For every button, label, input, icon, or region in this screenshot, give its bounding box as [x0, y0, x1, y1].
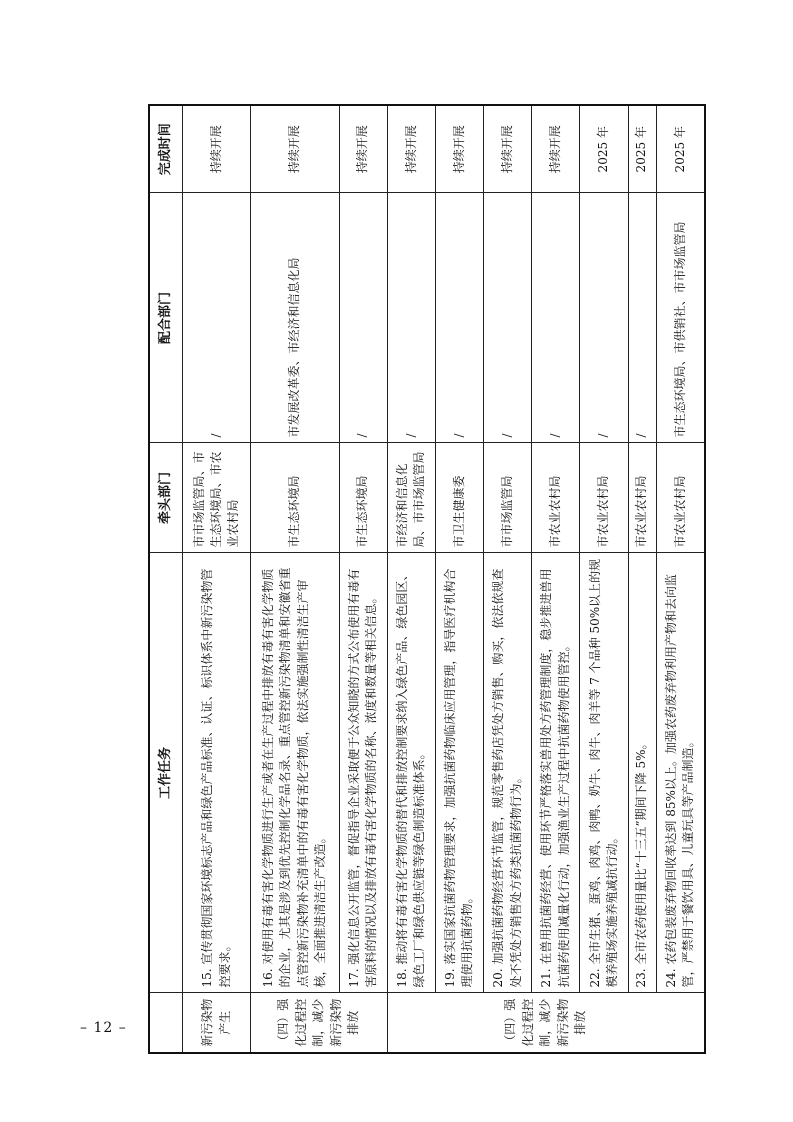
lead-dept-cell: 市生态环境局: [339, 443, 387, 553]
task-cell: 18. 推动将有毒有害化学物质的替代和排放控制要求纳入绿色产品、绿色园区、绿色工厂和绿色供应链等绿色制造标准体系。: [387, 553, 435, 993]
lead-dept-cell: 市市场监管局: [484, 443, 532, 553]
time-cell: 持续开展: [532, 105, 580, 193]
header-completion-time: 完成时间: [149, 105, 183, 193]
category-cell: （四）强化过程控制，减少新污染物排放: [387, 993, 705, 1053]
table-row: [435, 105, 483, 1053]
coop-dept-cell: 市发展改革委、市经济和信息化局: [251, 193, 339, 443]
task-cell: 19. 落实国家抗菌药物管理要求，加强抗菌药物临床应用管理，指导医疗机构合理使用抗菌药物。: [435, 553, 483, 993]
header-lead-dept: 牵头部门: [149, 443, 183, 553]
time-cell: 2025 年: [628, 105, 656, 193]
table-row: [484, 105, 532, 1053]
task-cell: 15. 宣传贯彻国家环境标志产品和绿色产品标准、认证、标识体系中新污染物管控要求。: [183, 553, 251, 993]
task-cell: 22. 全市生猪、蛋鸡、肉鸡、肉鸭、奶牛、肉牛、肉羊等 7 个品种 50%以上的规模养殖场实施养殖减抗行动。: [580, 553, 628, 993]
page-number: – 12 –: [80, 1020, 127, 1036]
header-category: [149, 993, 183, 1053]
time-cell: 2025 年: [580, 105, 628, 193]
category-cell: （四）强化过程控制，减少新污染物排放: [251, 993, 387, 1053]
table-row: [183, 105, 251, 1053]
coop-dept-cell: /: [484, 193, 532, 443]
table-row: [656, 105, 705, 1053]
task-cell: 20. 加强抗菌药物经营环节监管，规范零售药店凭处方销售、购买，依法依规查处不凭处方销售处方药类抗菌药物行为。: [484, 553, 532, 993]
task-cell: 24. 农药包装废弃物回收率达到 85%以上。加强农药废弃物利用产物和去向监管，严禁用于餐饮用具、儿童玩具等产品制造。: [656, 553, 705, 993]
time-cell: 持续开展: [251, 105, 339, 193]
coop-dept-cell: /: [435, 193, 483, 443]
task-cell: 16. 对使用有毒有害化学物质进行生产或者在生产过程中排放有毒有害化学物质的企业，尤其是涉及到优先控制化学品名录、重点管控新污染物清单和安徽省重点管控新污染物补充清单中的有毒有害化学物质，依法实施强制性清洁生产审核，全面推进清洁生产改造。: [251, 553, 339, 993]
category-cell: 新污染物产生: [183, 993, 251, 1053]
coop-dept-cell: /: [628, 193, 656, 443]
table-row: [628, 105, 656, 1053]
lead-dept-cell: 市生态环境局: [251, 443, 339, 553]
time-cell: 持续开展: [387, 105, 435, 193]
lead-dept-cell: 市经济和信息化局、市市场监管局: [387, 443, 435, 553]
lead-dept-cell: 市市场监管局、市生态环境局、市农业农村局: [183, 443, 251, 553]
coop-dept-cell: /: [532, 193, 580, 443]
header-coop-dept: 配合部门: [149, 193, 183, 443]
task-cell: 21. 在兽用抗菌药经营、使用环节严格落实兽用处方药管理制度，稳步推进兽用抗菌药使用减量化行动，加强渔业生产过程中抗菌药物使用管控。: [532, 553, 580, 993]
table-row: [339, 105, 387, 1053]
lead-dept-cell: 市农业农村局: [580, 443, 628, 553]
rotated-table-container: [148, 106, 706, 1054]
task-table: [148, 104, 706, 1054]
coop-dept-cell: /: [339, 193, 387, 443]
coop-dept-cell: /: [580, 193, 628, 443]
lead-dept-cell: 市农业农村局: [656, 443, 705, 553]
table-header-row: [149, 105, 183, 1053]
time-cell: 2025 年: [656, 105, 705, 193]
task-cell: 23. 全市农药使用量比“十三五”期间下降 5%。: [628, 553, 656, 993]
time-cell: 持续开展: [339, 105, 387, 193]
coop-dept-cell: 市生态环境局、市供销社、市市场监管局: [656, 193, 705, 443]
time-cell: 持续开展: [484, 105, 532, 193]
table-row: [580, 105, 628, 1053]
lead-dept-cell: 市农业农村局: [628, 443, 656, 553]
table-row: [387, 105, 435, 1053]
table-row: [532, 105, 580, 1053]
task-cell: 17. 强化信息公开监管，督促指导企业采取便于公众知晓的方式公布使用有毒有害原料的情况以及排放有毒有害化学物质的名称、浓度和数量等相关信息。: [339, 553, 387, 993]
time-cell: 持续开展: [183, 105, 251, 193]
time-cell: 持续开展: [435, 105, 483, 193]
coop-dept-cell: /: [387, 193, 435, 443]
table-row: [251, 105, 339, 1053]
lead-dept-cell: 市农业农村局: [532, 443, 580, 553]
header-task: 工作任务: [149, 553, 183, 993]
lead-dept-cell: 市卫生健康委: [435, 443, 483, 553]
coop-dept-cell: /: [183, 193, 251, 443]
